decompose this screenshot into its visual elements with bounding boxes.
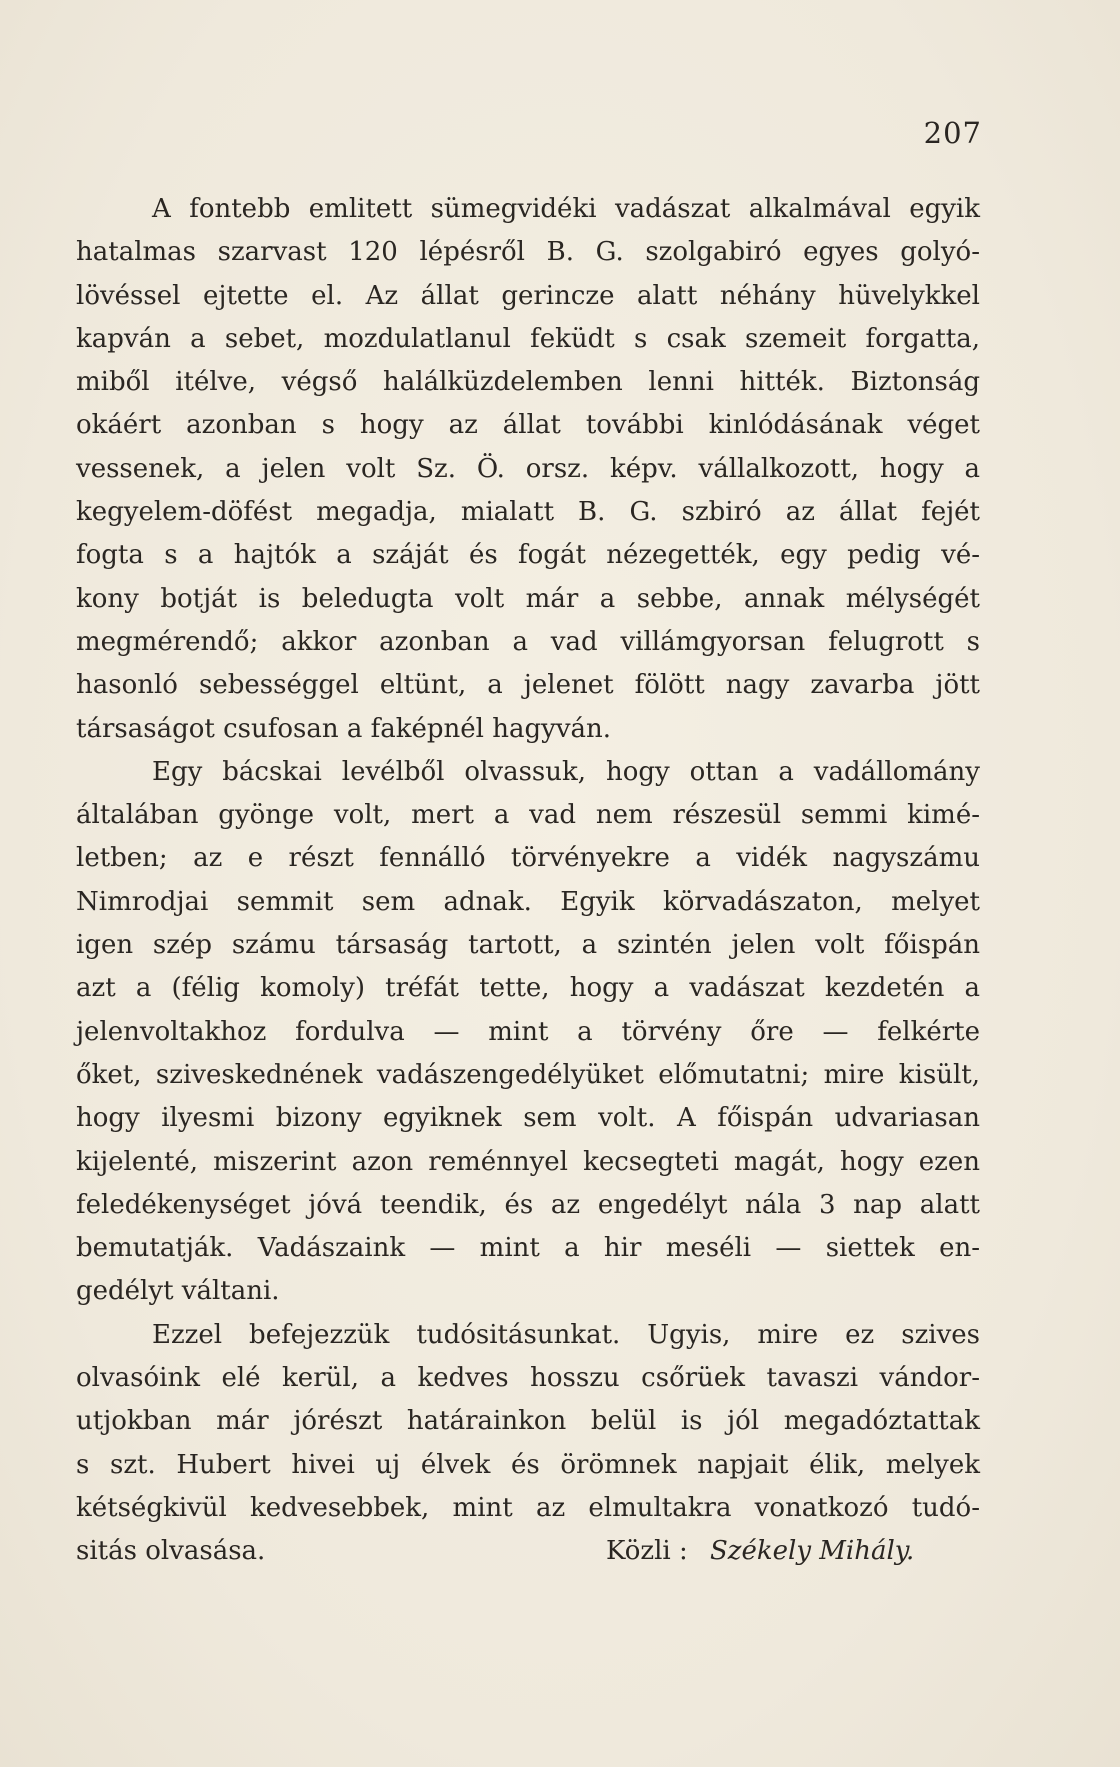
text-line: sitás olvasása. (76, 1536, 266, 1567)
text-line: hatalmas szarvast 120 lépésről B. G. szolgabiró egyes golyó- (76, 237, 980, 268)
text-line: utjokban már jórészt határainkon belül is jól megadóztattak (76, 1406, 980, 1437)
text-line: bemutatják. Vadászaink — mint a hir meséli — siettek en- (76, 1233, 980, 1264)
text-line: hogy ilyesmi bizony egyiknek sem volt. A főispán udvariasan (76, 1103, 980, 1134)
text-line: kony botját is beledugta volt már a sebbe, annak mélységét (76, 583, 980, 614)
text-line: letben; az e részt fennálló törvényekre a vidék nagyszámu (76, 843, 980, 874)
paragraph-3 (76, 1314, 980, 1574)
text-line: azt a (félig komoly) tréfát tette, hogy a vadászat kezdetén a (76, 973, 980, 1004)
article-text (76, 188, 980, 1574)
text-line: okáért azonban s hogy az állat további kinlódásának véget (76, 410, 980, 441)
text-line: A fontebb emlitett sümegvidéki vadászat alkalmával egyik (152, 194, 980, 224)
text-line: igen szép számu társaság tartott, a szintén jelen volt főispán (76, 930, 980, 961)
text-line: hasonló sebességgel eltünt, a jelenet fölött nagy zavarba jött (76, 670, 980, 701)
text-line: Nimrodjai semmit sem adnak. Egyik körvadászaton, melyet (76, 886, 980, 917)
text-line: megmérendő; akkor azonban a vad villámgyorsan felugrott s (76, 626, 980, 657)
text-line: fogta s a hajtók a száját és fogát nézegették, egy pedig vé- (76, 540, 980, 571)
text-line: lövéssel ejtette el. Az állat gerincze alatt néhány hüvelykkel (76, 280, 980, 311)
text-line: Ezzel befejezzük tudósitásunkat. Ugyis, mire ez szives (152, 1319, 980, 1350)
text-line: miből itélve, végső halálküzdelemben lenni hitték. Biztonság (76, 367, 980, 398)
text-line: őket, sziveskednének vadászengedélyüket előmutatni; mire kisült, (76, 1059, 980, 1090)
text-line: vessenek, a jelen volt Sz. Ö. orsz. képv. vállalkozott, hogy a (76, 453, 980, 484)
paragraph-2 (76, 751, 980, 1314)
signature-author: Székely Mihály. (710, 1536, 915, 1567)
text-line: kijelenté, miszerint azon reménnyel kecsegteti magát, hogy ezen (76, 1146, 980, 1177)
text-line: gedélyt váltani. (76, 1276, 280, 1307)
closing-line (76, 1530, 980, 1573)
text-line: feledékenységet jóvá teendik, és az engedélyt nála 3 nap alatt (76, 1189, 980, 1220)
page-number: 207 (923, 116, 982, 150)
text-line: kegyelem-döfést megadja, mialatt B. G. szbiró az állat fejét (76, 497, 980, 528)
text-line: társaságot csufosan a faképnél hagyván. (76, 713, 612, 744)
text-line: s szt. Hubert hivei uj élvek és örömnek napjait élik, melyek (76, 1449, 980, 1480)
text-line: olvasóink elé kerül, a kedves hosszu csőrüek tavaszi vándor- (76, 1363, 980, 1394)
text-line: kapván a sebet, mozdulatlanul feküdt s csak szemeit forgatta, (76, 323, 980, 354)
text-line: kétségkivül kedvesebbek, mint az elmultakra vonatkozó tudó- (76, 1492, 980, 1523)
paragraph-1 (76, 188, 980, 751)
text-line: általában gyönge volt, mert a vad nem részesül semmi kimé- (76, 800, 980, 831)
text-line: Egy bácskai levélből olvassuk, hogy ottan a vadállomány (152, 756, 980, 787)
text-line: jelenvoltakhoz fordulva — mint a törvény őre — felkérte (76, 1016, 980, 1047)
signature-label: Közli : (606, 1536, 688, 1567)
signature (606, 1530, 914, 1573)
